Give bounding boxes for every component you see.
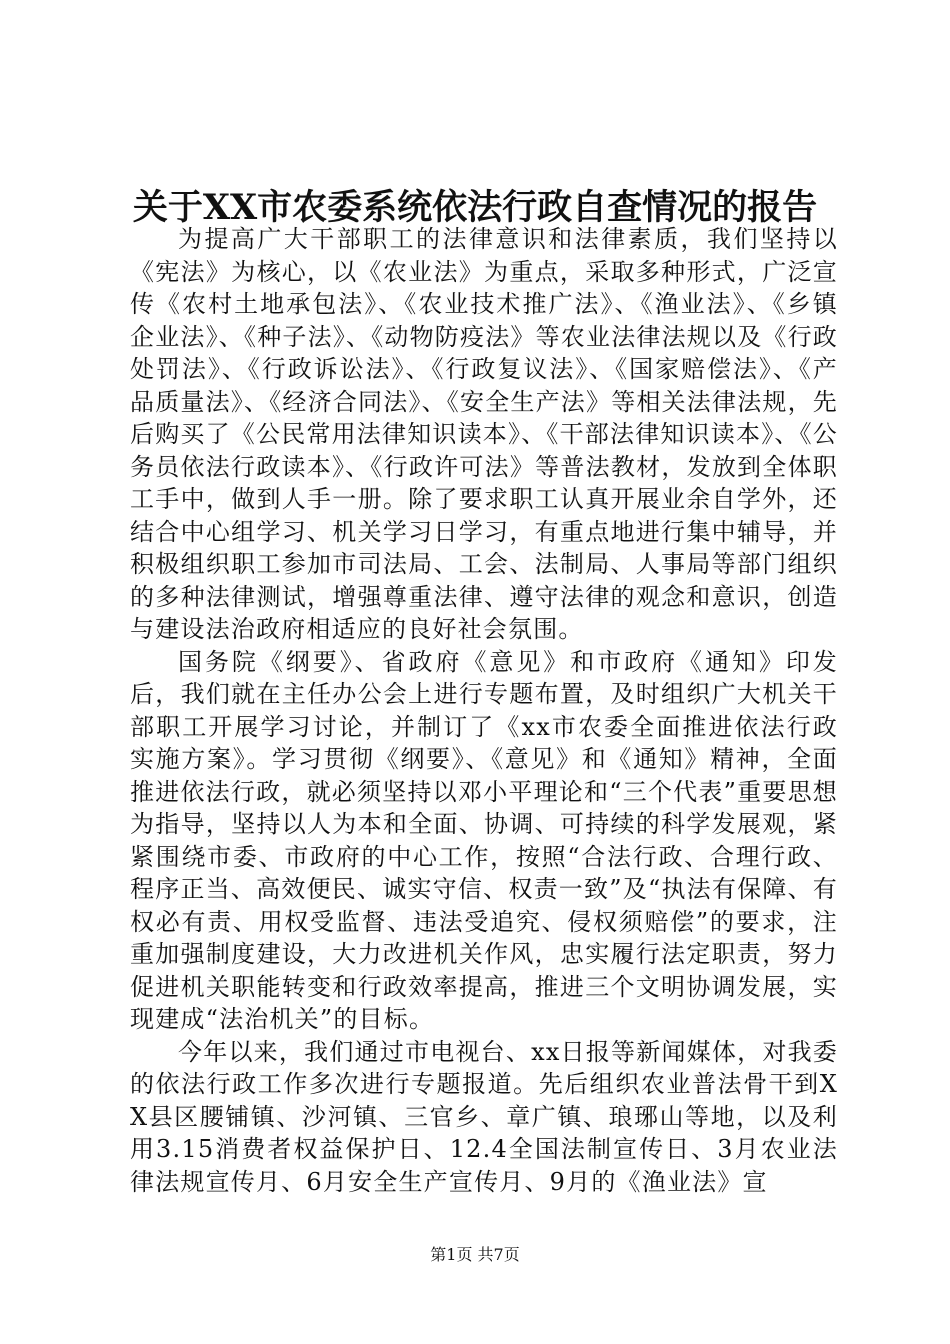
paragraph-3: 今年以来，我们通过市电视台、xx日报等新闻媒体，对我委的依法行政工作多次进行专题报道。先后组织农业普法骨干到XX县区腰铺镇、沙河镇、三官乡、章广镇、琅琊山等地，以及利用3.15消费者权益保护日、12.4全国法制宣传日、3月农业法律法规宣传月、6月安全生产宣传月、9月的《渔业法》宣 (130, 1037, 838, 1196)
document-body (130, 223, 838, 1198)
paragraph-2: 国务院《纲要》、省政府《意见》和市政府《通知》印发后，我们就在主任办公会上进行专题布置，及时组织广大机关干部职工开展学习讨论，并制订了《xx市农委全面推进依法行政实施方案》。学习贯彻《纲要》、《意见》和《通知》精神，全面推进依法行政，就必须坚持以邓小平理论和“三个代表”重要思想为指导，坚持以人为本和全面、协调、可持续的科学发展观，紧紧围绕市委、市政府的中心工作，按照“合法行政、合理行政、程序正当、高效便民、诚实守信、权责一致”及“执法有保障、有权必有责、用权受监督、违法受追究、侵权须赔偿”的要求，注重加强制度建设，大力改进机关作风，忠实履行法定职责，努力促进机关职能转变和行政效率提高，推进三个文明协调发展，实现建成“法治机关”的目标。 (130, 647, 838, 1033)
document-title: 关于XX市农委系统依法行政自查情况的报告 (132, 187, 818, 228)
page-number-footer: 第1页 共7页 (430, 1245, 520, 1264)
paragraph-1: 为提高广大干部职工的法律意识和法律素质，我们坚持以《宪法》为核心，以《农业法》为重点，采取多种形式，广泛宣传《农村土地承包法》、《农业技术推广法》、《渔业法》、《乡镇企业法》、《种子法》、《动物防疫法》等农业法律法规以及《行政处罚法》、《行政诉讼法》、《行政复议法》、《国家赔偿法》、《产品质量法》、《经济合同法》、《安全生产法》等相关法律法规，先后购买了《公民常用法律知识读本》、《干部法律知识读本》、《公务员依法行政读本》、《行政许可法》等普法教材，发放到全体职工手中，做到人手一册。除了要求职工认真开展业余自学外，还结合中心组学习、机关学习日学习，有重点地进行集中辅导，并积极组织职工参加市司法局、工会、法制局、人事局等部门组织的多种法律测试，增强尊重法律、遵守法律的观念和意识，创造与建设法治政府相适应的良好社会氛围。 (130, 225, 838, 643)
